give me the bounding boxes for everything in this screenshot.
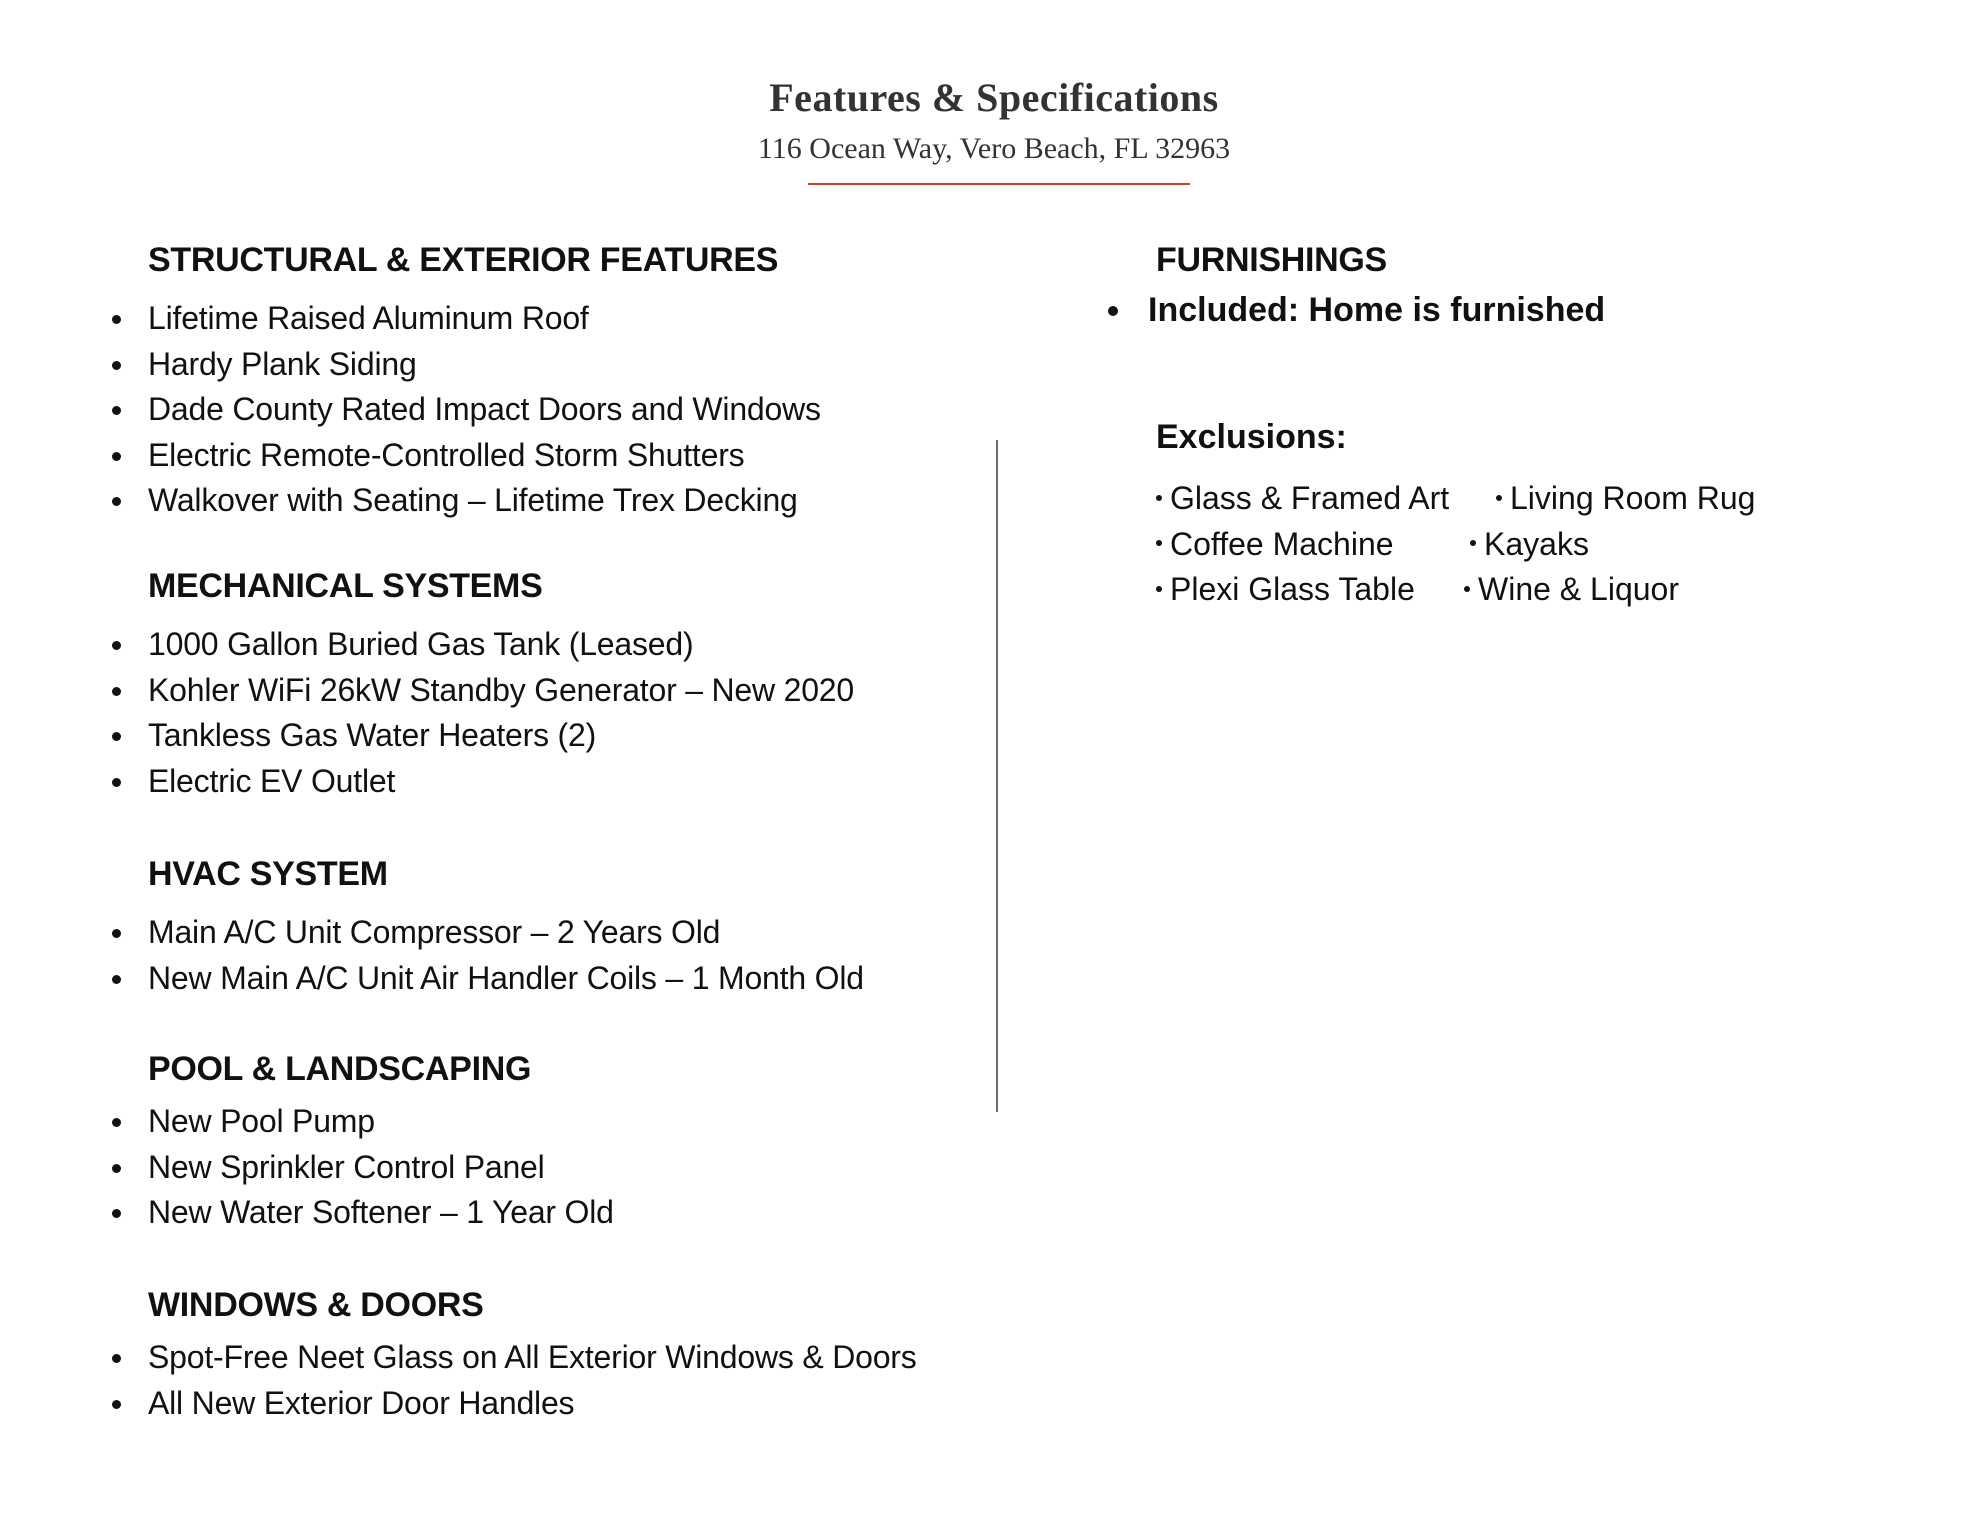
- section-pool-landscaping: [108, 1047, 614, 1236]
- bullet-icon: [1108, 306, 1118, 316]
- bullet-icon: [1156, 540, 1162, 546]
- list-item: New Sprinkler Control Panel: [108, 1145, 614, 1191]
- list-item: New Pool Pump: [108, 1099, 614, 1145]
- exclusions-heading: Exclusions:: [1156, 418, 1347, 456]
- bullet-icon: [112, 687, 121, 696]
- bullet-icon: [1464, 586, 1470, 592]
- section-heading: FURNISHINGS: [1156, 241, 1387, 279]
- section-mechanical-systems: [108, 564, 854, 804]
- list-item: All New Exterior Door Handles: [108, 1381, 917, 1427]
- furnishings-item: Included: Home is furnished: [1108, 288, 1605, 332]
- list-item: Lifetime Raised Aluminum Roof: [108, 296, 821, 342]
- list-item: New Main A/C Unit Air Handler Coils – 1 Month Old: [108, 956, 864, 1002]
- bullet-icon: [112, 315, 121, 324]
- list-item: Kohler WiFi 26kW Standby Generator – New 2020: [108, 668, 854, 714]
- list-item: Hardy Plank Siding: [108, 342, 821, 388]
- bullet-icon: [112, 975, 121, 984]
- list-item: Wine & Liquor: [1464, 567, 1679, 613]
- page-title: Features & Specifications: [769, 75, 1219, 120]
- list-item: Walkover with Seating – Lifetime Trex Decking: [108, 478, 821, 524]
- list-item: Dade County Rated Impact Doors and Windows: [108, 387, 821, 433]
- bullet-icon: [112, 778, 121, 787]
- bullet-icon: [112, 1400, 121, 1409]
- section-structural-exterior: [108, 238, 821, 524]
- section-heading: POOL & LANDSCAPING: [148, 1050, 532, 1088]
- bullet-icon: [112, 1118, 121, 1127]
- bullet-icon: [112, 929, 121, 938]
- list-item: Living Room Rug: [1496, 476, 1755, 522]
- column-divider: [996, 440, 998, 1112]
- bullet-icon: [112, 1164, 121, 1173]
- title-divider: [808, 183, 1190, 185]
- bullet-icon: [112, 452, 121, 461]
- document-header: [0, 70, 1988, 170]
- section-heading: HVAC SYSTEM: [148, 855, 388, 893]
- bullet-icon: [112, 1354, 121, 1363]
- feature-list: [108, 296, 821, 524]
- list-item: Spot-Free Neet Glass on All Exterior Windows & Doors: [108, 1335, 917, 1381]
- bullet-icon: [1470, 540, 1476, 546]
- bullet-icon: [112, 497, 121, 506]
- list-item: Kayaks: [1470, 522, 1589, 568]
- bullet-icon: [112, 732, 121, 741]
- bullet-icon: [112, 361, 121, 370]
- list-item: Electric Remote-Controlled Storm Shutters: [108, 433, 821, 479]
- section-hvac-system: [108, 852, 864, 1001]
- property-address: 116 Ocean Way, Vero Beach, FL 32963: [757, 132, 1231, 165]
- list-item: Tankless Gas Water Heaters (2): [108, 713, 854, 759]
- list-item: Plexi Glass Table: [1156, 567, 1415, 613]
- feature-list: [108, 622, 854, 804]
- list-item: 1000 Gallon Buried Gas Tank (Leased): [108, 622, 854, 668]
- bullet-icon: [112, 1209, 121, 1218]
- list-item: New Water Softener – 1 Year Old: [108, 1190, 614, 1236]
- section-furnishings: [1116, 238, 1605, 332]
- bullet-icon: [112, 641, 121, 650]
- bullet-icon: [1496, 495, 1502, 501]
- feature-list: [108, 1335, 917, 1426]
- section-windows-doors: [108, 1283, 917, 1426]
- feature-list: [108, 910, 864, 1001]
- list-item: Main A/C Unit Compressor – 2 Years Old: [108, 910, 864, 956]
- bullet-icon: [1156, 586, 1162, 592]
- section-heading: WINDOWS & DOORS: [148, 1286, 484, 1324]
- section-heading: STRUCTURAL & EXTERIOR FEATURES: [148, 241, 779, 279]
- list-item: Glass & Framed Art: [1156, 476, 1449, 522]
- bullet-icon: [1156, 495, 1162, 501]
- list-item: Coffee Machine: [1156, 522, 1394, 568]
- feature-list: [108, 1099, 614, 1236]
- list-item: Electric EV Outlet: [108, 759, 854, 805]
- bullet-icon: [112, 406, 121, 415]
- section-heading: MECHANICAL SYSTEMS: [148, 567, 543, 605]
